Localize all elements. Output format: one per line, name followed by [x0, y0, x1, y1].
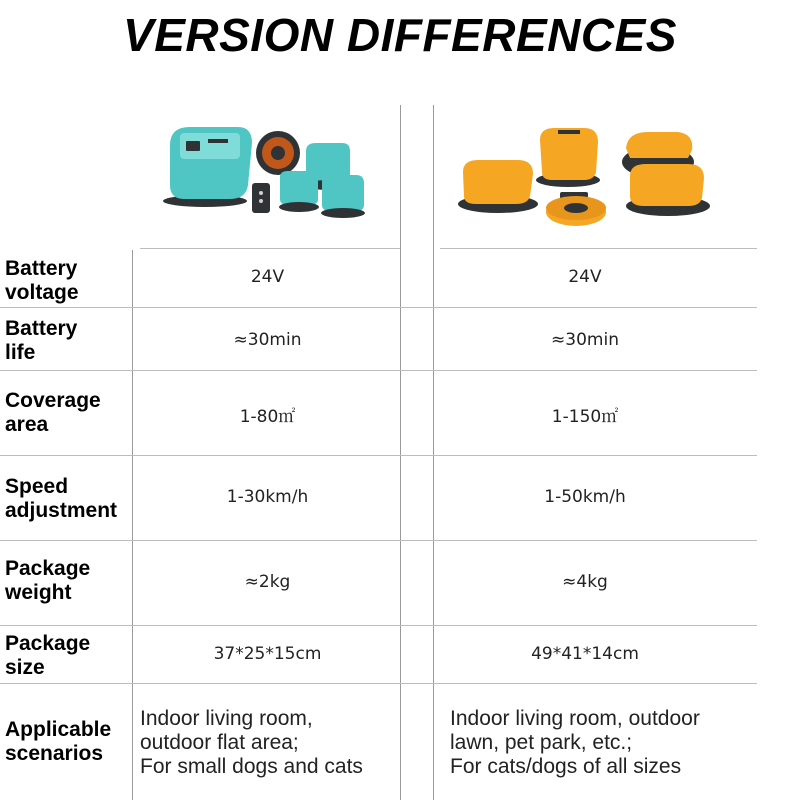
row-divider: [0, 307, 757, 308]
row-label-applicable-scenarios: [5, 718, 135, 766]
label-line: Battery: [5, 317, 78, 340]
scenario-line: Indoor living room, outdoor: [450, 707, 700, 730]
scenario-line: Indoor living room,: [140, 707, 313, 730]
speed-adjustment-right-value: 1-50km/h: [544, 487, 626, 507]
row-divider: [0, 540, 757, 541]
column-divider: [400, 105, 401, 800]
row-label-package-weight: [5, 557, 135, 605]
battery-life-right-value: ≈30min: [551, 330, 619, 350]
row-label-package-size: [5, 632, 135, 680]
applicable-scenarios-left-value: [140, 707, 363, 779]
column-divider: [433, 105, 434, 800]
page-title: VERSION DIFFERENCES: [123, 9, 677, 61]
scenario-line: lawn, pet park, etc.;: [450, 731, 633, 754]
scenario-line: For cats/dogs of all sizes: [450, 755, 682, 778]
row-divider: [140, 248, 400, 249]
label-line: weight: [5, 581, 72, 604]
battery-voltage-right-value: 24V: [568, 267, 602, 287]
scenario-line: outdoor flat area;: [140, 731, 299, 754]
label-line: Applicable: [5, 718, 112, 741]
label-line: Package: [5, 632, 91, 655]
label-line: voltage: [5, 281, 79, 304]
label-line: size: [5, 656, 45, 679]
row-divider: [440, 248, 757, 249]
row-label-battery-life: [5, 317, 135, 365]
label-line: Battery: [5, 257, 78, 280]
label-line: Coverage: [5, 389, 101, 412]
label-line: Speed: [5, 475, 69, 498]
package-size-left-value: 37*25*15cm: [213, 644, 322, 664]
teal-robot-set-image: [160, 115, 375, 225]
orange-robot-set-image: [458, 122, 713, 234]
row-label-speed-adjustment: [5, 475, 135, 523]
coverage-area-left-value: 1-80㎡: [239, 407, 296, 427]
coverage-area-right-value: 1-150㎡: [551, 407, 619, 427]
scenario-line: For small dogs and cats: [140, 755, 363, 778]
label-line: Package: [5, 557, 91, 580]
row-divider: [0, 455, 757, 456]
package-size-right-value: 49*41*14cm: [531, 644, 639, 664]
speed-adjustment-left-value: 1-30km/h: [226, 487, 309, 507]
row-label-coverage-area: [5, 389, 135, 437]
label-line: life: [5, 341, 36, 364]
row-label-battery-voltage: [5, 257, 135, 305]
battery-life-left-value: ≈30min: [233, 330, 302, 350]
battery-voltage-left-value: 24V: [250, 267, 285, 287]
package-weight-left-value: ≈2kg: [244, 572, 291, 592]
label-line: adjustment: [5, 499, 118, 522]
label-line: area: [5, 413, 49, 436]
label-line: scenarios: [5, 742, 104, 765]
applicable-scenarios-right-value: [450, 707, 700, 779]
package-weight-right-value: ≈4kg: [562, 572, 608, 592]
row-divider: [0, 683, 757, 684]
row-divider: [0, 370, 757, 371]
row-divider: [0, 625, 757, 626]
